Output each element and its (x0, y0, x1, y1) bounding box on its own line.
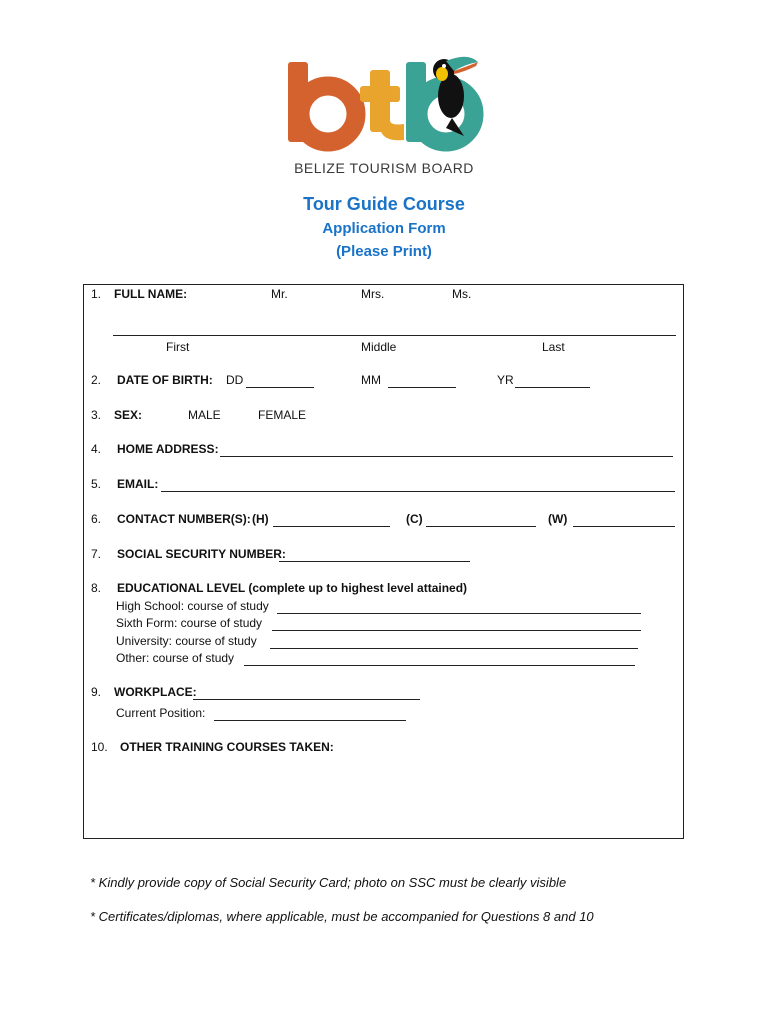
date-of-birth-label: DATE OF BIRTH: (117, 373, 213, 387)
educational-level-label: EDUCATIONAL LEVEL (complete up to highest level attained) (117, 581, 468, 595)
home-address-label: HOME ADDRESS: (117, 442, 219, 456)
title-mrs-option[interactable]: Mrs. (361, 287, 385, 301)
q10-number: 10. (91, 740, 108, 754)
workplace-field[interactable] (193, 699, 420, 700)
sixth-form-field[interactable] (272, 630, 641, 631)
social-security-label: SOCIAL SECURITY NUMBER: (117, 547, 286, 561)
last-name-caption: Last (542, 340, 565, 354)
print-instruction: (Please Print) (336, 243, 432, 260)
home-address-field[interactable] (220, 456, 673, 457)
full-name-field[interactable] (113, 335, 676, 336)
other-training-area[interactable] (114, 760, 674, 830)
dob-mm-label: MM (361, 373, 381, 387)
dob-yr-field[interactable] (515, 387, 590, 388)
university-field[interactable] (270, 648, 638, 649)
q3-number: 3. (91, 408, 102, 422)
high-school-label: High School: course of study (116, 599, 269, 613)
full-name-label: FULL NAME: (114, 287, 188, 301)
sex-male-option[interactable]: MALE (188, 408, 221, 422)
q9-number: 9. (91, 685, 102, 699)
contact-cell-label: (C) (406, 512, 423, 526)
certificates-note: * Certificates/diplomas, where applicable, must be accompanied for Questions 8 and 10 (90, 909, 594, 924)
q6-number: 6. (91, 512, 102, 526)
dob-dd-field[interactable] (246, 387, 314, 388)
q1-number: 1. (91, 287, 102, 301)
other-training-label: OTHER TRAINING COURSES TAKEN: (120, 740, 334, 754)
social-security-field[interactable] (279, 561, 470, 562)
middle-name-caption: Middle (361, 340, 397, 354)
high-school-field[interactable] (277, 613, 641, 614)
dob-yr-label: YR (497, 373, 514, 387)
q4-number: 4. (91, 442, 102, 456)
university-label: University: course of study (116, 634, 257, 648)
current-position-label: Current Position: (116, 706, 206, 720)
other-study-field[interactable] (244, 665, 635, 666)
course-title: Tour Guide Course (303, 194, 465, 214)
email-field[interactable] (161, 491, 675, 492)
contact-numbers-label: CONTACT NUMBER(S): (117, 512, 251, 526)
sex-female-option[interactable]: FEMALE (258, 408, 307, 422)
contact-work-label: (W) (548, 512, 568, 526)
other-study-label: Other: course of study (116, 651, 235, 665)
sixth-form-label: Sixth Form: course of study (116, 616, 263, 630)
contact-cell-field[interactable] (426, 526, 536, 527)
ssc-note: * Kindly provide copy of Social Security Card; photo on SSC must be clearly visible (90, 875, 567, 890)
title-mr-option[interactable]: Mr. (271, 287, 288, 301)
application-form (83, 284, 684, 839)
dob-dd-label: DD (226, 373, 244, 387)
q8-number: 8. (91, 581, 102, 595)
brand-name: BELIZE TOURISM BOARD (294, 160, 474, 176)
form-title: Application Form (322, 220, 446, 237)
current-position-field[interactable] (214, 720, 406, 721)
first-name-caption: First (166, 340, 190, 354)
email-label: EMAIL: (117, 477, 159, 491)
contact-work-field[interactable] (573, 526, 675, 527)
dob-mm-field[interactable] (388, 387, 456, 388)
sex-label: SEX: (114, 408, 143, 422)
contact-home-field[interactable] (273, 526, 390, 527)
q2-number: 2. (91, 373, 102, 387)
q5-number: 5. (91, 477, 102, 491)
workplace-label: WORKPLACE: (114, 685, 197, 699)
q7-number: 7. (91, 547, 102, 561)
contact-home-label: (H) (252, 512, 269, 526)
title-ms-option[interactable]: Ms. (452, 287, 472, 301)
